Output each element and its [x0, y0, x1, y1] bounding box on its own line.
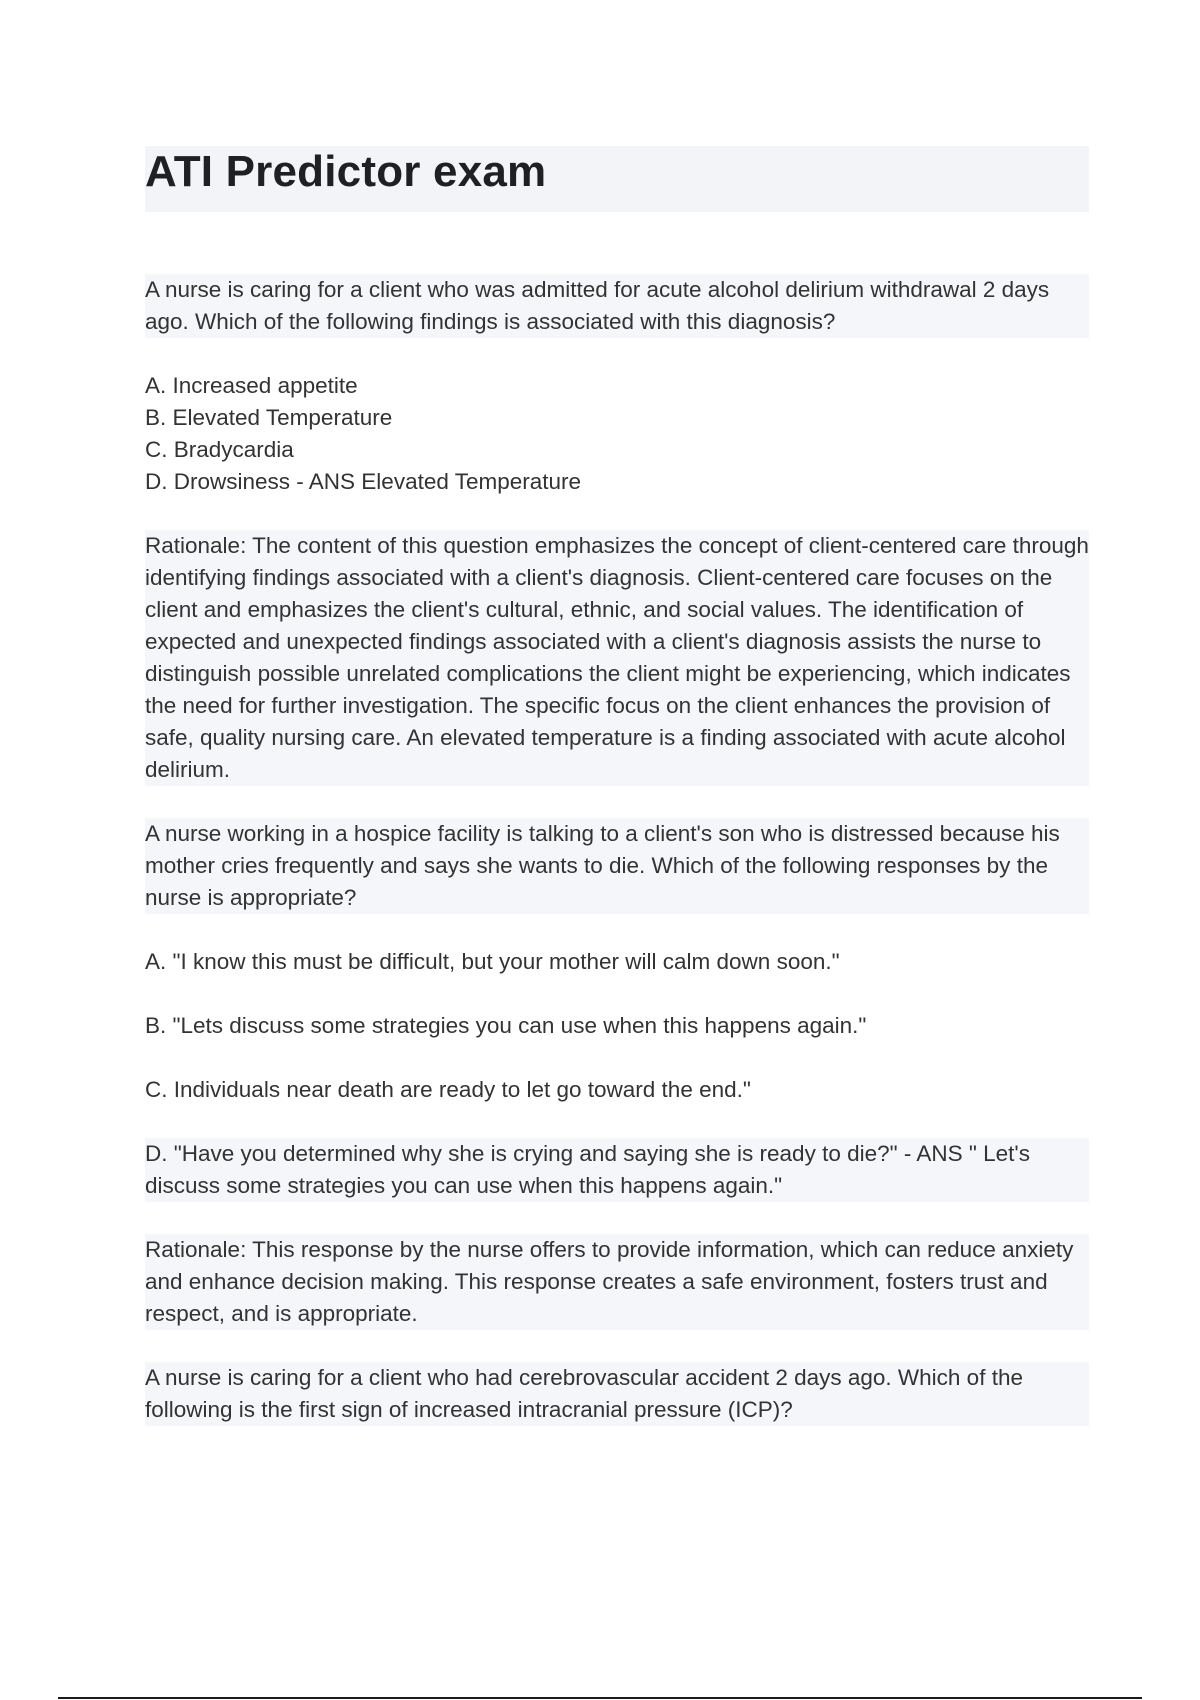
bottom-divider [58, 1697, 1142, 1699]
q2-option-a: A. "I know this must be difficult, but your mother will calm down soon." [145, 949, 840, 974]
q1-option-b: B. Elevated Temperature [145, 405, 393, 430]
q2-question: A nurse working in a hospice facility is talking to a client's son who is distressed because his mother cries frequently and says she wants to die. Which of the following responses by the nurse is appropriate? [145, 818, 1089, 914]
q1-options [145, 370, 1089, 498]
q2-option-d: D. "Have you determined why she is crying and saying she is ready to die?" - ANS " Let's discuss some strategies you can use when this happens again." [145, 1138, 1089, 1202]
page-title: ATI Predictor exam [145, 147, 547, 196]
q2-option-b: B. "Lets discuss some strategies you can use when this happens again." [145, 1013, 867, 1038]
q1-option-d: D. Drowsiness - ANS Elevated Temperature [145, 469, 582, 494]
q3-question: A nurse is caring for a client who had cerebrovascular accident 2 days ago. Which of the following is the first sign of increased intracranial pressure (ICP)? [145, 1362, 1089, 1426]
q2-rationale: Rationale: This response by the nurse offers to provide information, which can reduce anxiety and enhance decision making. This response creates a safe environment, fosters trust and respect, and is appropriate. [145, 1234, 1089, 1330]
document-body [145, 274, 1089, 1458]
q1-question: A nurse is caring for a client who was admitted for acute alcohol delirium withdrawal 2 days ago. Which of the following findings is associated with this diagnosis? [145, 274, 1089, 338]
q1-option-c: C. Bradycardia [145, 437, 294, 462]
q1-rationale: Rationale: The content of this question emphasizes the concept of client-centered care through identifying findings associated with a client's diagnosis. Client-centered care focuses on the client and emphasizes the client's cultural, ethnic, and social values. The identification of expected and unexpected findings associated with a client's diagnosis assists the nurse to distinguish possible unrelated complications the client might be experiencing, which indicates the need for further investigation. The specific focus on the client enhances the provision of safe, quality nursing care. An elevated temperature is a finding associated with acute alcohol delirium. [145, 530, 1089, 786]
q2-option-c: C. Individuals near death are ready to let go toward the end." [145, 1077, 751, 1102]
q1-option-a: A. Increased appetite [145, 373, 358, 398]
